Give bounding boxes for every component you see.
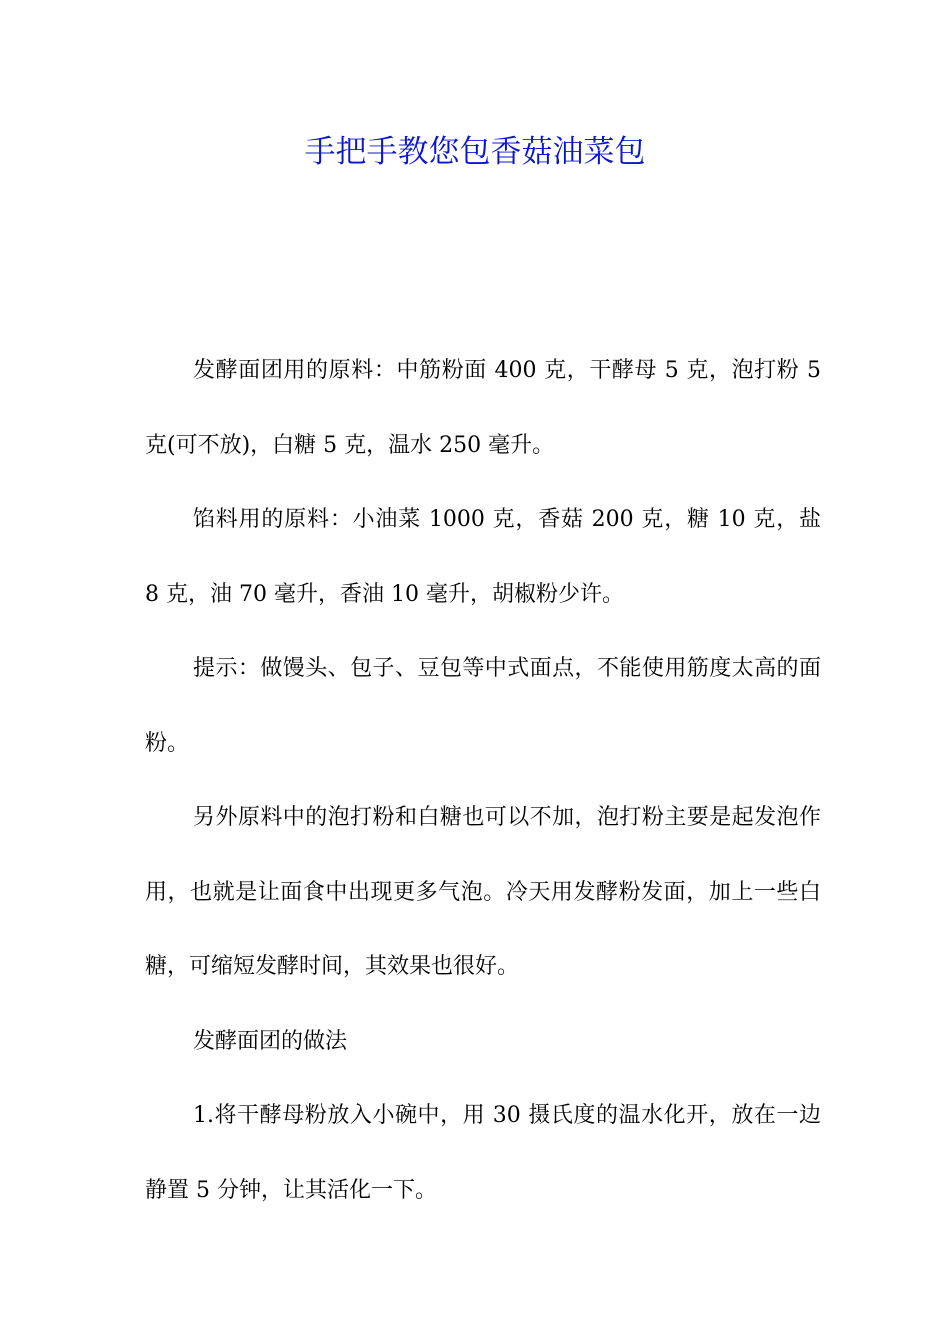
paragraph-tip: 提示：做馒头、包子、豆包等中式面点，不能使用筋度太高的面粉。 xyxy=(145,656,821,756)
paragraph-filling-ingredients: 馅料用的原料：小油菜 1000 克，香菇 200 克，糖 10 克，盐 8 克，油 70 毫升，香油 10 毫升，胡椒粉少许。 xyxy=(145,507,821,607)
page-title: 手把手教您包香菇油菜包 xyxy=(304,134,646,170)
paragraph-note: 另外原料中的泡打粉和白糖也可以不加，泡打粉主要是起发泡作用，也就是让面食中出现更多气泡。冷天用发酵粉发面，加上一些白糖，可缩短发酵时间，其效果也很好。 xyxy=(145,805,821,979)
paragraph-dough-ingredients: 发酵面团用的原料：中筋粉面 400 克，干酵母 5 克，泡打粉 5 克(可不放)，白糖 5 克，温水 250 毫升。 xyxy=(145,358,821,458)
document-body xyxy=(145,334,821,1228)
section-heading-dough-method: 发酵面团的做法 xyxy=(193,1028,348,1054)
paragraph-step-1: 1.将干酵母粉放入小碗中，用 30 摄氏度的温水化开，放在一边静置 5 分钟，让其活化一下。 xyxy=(145,1103,821,1203)
